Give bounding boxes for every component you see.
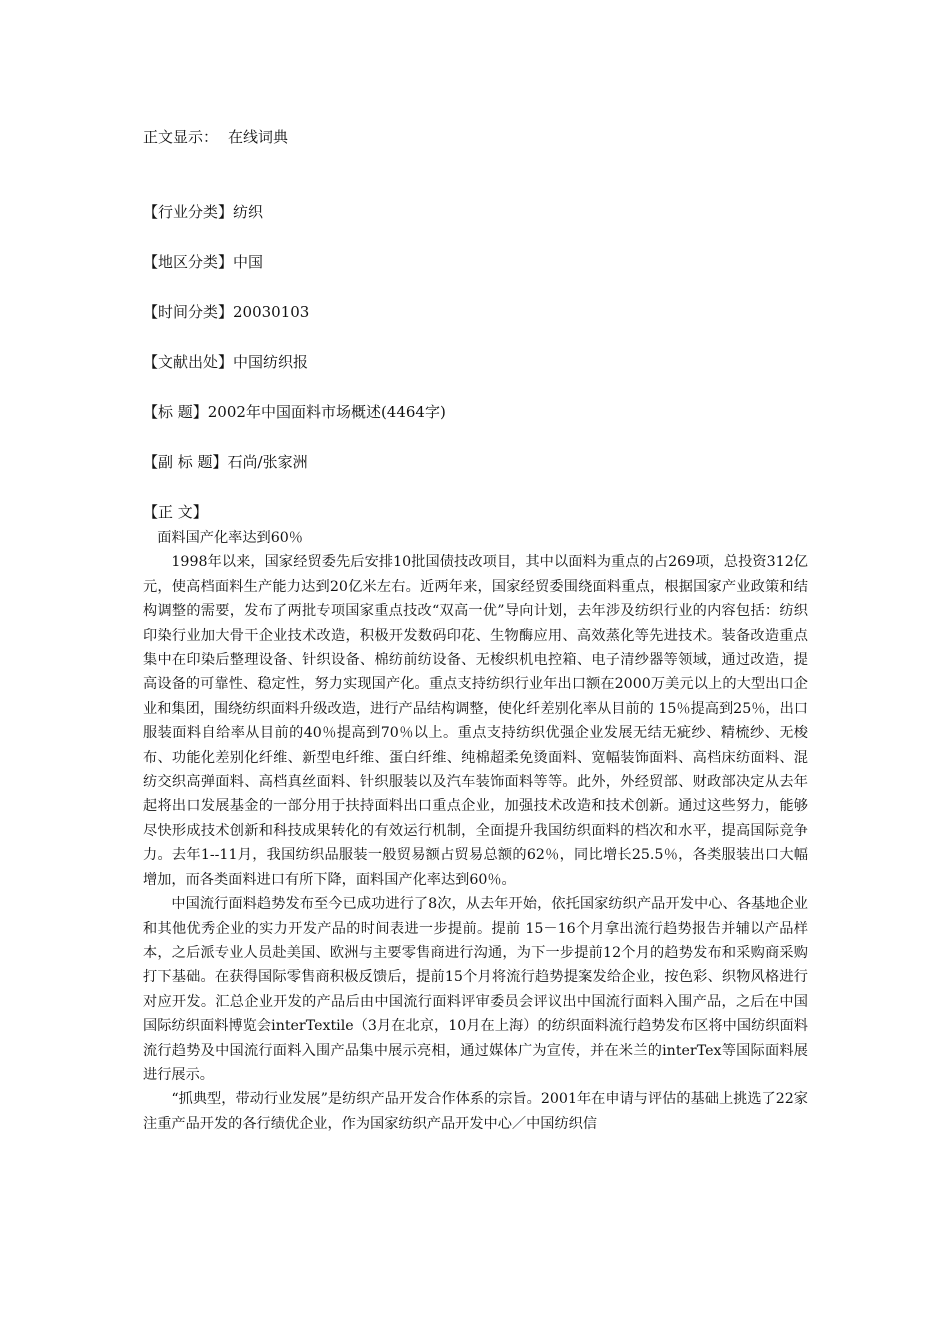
- display-mode-header: [143, 127, 288, 147]
- meta-subtitle: 【副 标 题】石尚/张家洲: [143, 453, 308, 471]
- meta-source: 【文献出处】中国纺织报: [143, 353, 309, 371]
- meta-title: 【标 题】2002年中国面料市场概述(4464字): [143, 403, 446, 421]
- display-mode-label: 正文显示：: [143, 128, 219, 146]
- article-body: [143, 526, 808, 1136]
- meta-region: 【地区分类】中国: [143, 253, 264, 271]
- article-paragraph: “抓典型，带动行业发展”是纺织产品开发合作体系的宗旨。2001年在申请与评估的基础上挑选了22家注重产品开发的各行绩优企业，作为国家纺织产品开发中心／中国纺织信: [143, 1091, 808, 1132]
- meta-time: 【时间分类】20030103: [143, 303, 310, 321]
- meta-industry: 【行业分类】纺织: [143, 203, 264, 221]
- article-subheading: 面料国产化率达到60％: [157, 530, 303, 546]
- article-paragraph: 中国流行面料趋势发布至今已成功进行了8次，从去年开始，依托国家纺织产品开发中心、各基地企业和其他优秀企业的实力开发产品的时间表进一步提前。提前 15－16个月拿出流行趋势报告并辅以产品样本，之后派专业人员赴美国、欧洲与主要零售商进行沟通，为下一步提前12个月的趋势发布和采购商采购打下基础。在获得国际零售商积极反馈后，提前15个月将流行趋势提案发给企业，按色彩、织物风格进行对应开发。汇总企业开发的产品后由中国流行面料评审委员会评议出中国流行面料入围产品，之后在中国国际纺织面料博览会interTextile（3月在北京，10月在上海）的纺织面料流行趋势发布区将中国纺织面料流行趋势及中国流行面料入围产品集中展示亮相，通过媒体广为宣传，并在米兰的interTex等国际面料展进行展示。: [143, 896, 808, 1083]
- article-paragraph: 1998年以来，国家经贸委先后安排10批国债技改项目，其中以面料为重点的占269项，总投资312亿元，使高档面料生产能力达到20亿米左右。近两年来，国家经贸委围绕面料重点，根据国家产业政策和结构调整的需要，发布了两批专项国家重点技改“双高一优”导向计划，去年涉及纺织行业的内容包括：纺织印染行业加大骨干企业技术改造，积极开发数码印花、生物酶应用、高效蒸化等先进技术。装备改造重点集中在印染后整理设备、针织设备、棉纺前纺设备、无梭织机电控箱、电子清纱器等领域，通过改造，提高设备的可靠性、稳定性，努力实现国产化。重点支持纺织行业年出口额在2000万美元以上的大型出口企业和集团，围绕纺织面料升级改造，进行产品结构调整，使化纤差别化率从目前的 15％提高到25％，出口服装面料自给率从目前的40％提高到70％以上。重点支持纺织优强企业发展无结无疵纱、精梳纱、无梭布、功能化差别化纤维、新型电纤维、蛋白纤维、纯棉超柔免烫面料、宽幅装饰面料、高档床纺面料、混纺交织高弹面料、高档真丝面料、针织服装以及汽车装饰面料等等。此外，外经贸部、财政部决定从去年起将出口发展基金的一部分用于扶持面料出口重点企业，加强技术改造和技术创新。通过这些努力，能够尽快形成技术创新和科技成果转化的有效运行机制，全面提升我国纺织面料的档次和水平，提高国际竞争力。去年1--11月，我国纺织品服装一般贸易额占贸易总额的62％，同比增长25.5％，各类服装出口大幅增加，而各类面料进口有所下降，面料国产化率达到60％。: [143, 554, 808, 888]
- display-mode-value: 在线词典: [228, 128, 289, 146]
- body-label: 【正 文】: [143, 503, 208, 521]
